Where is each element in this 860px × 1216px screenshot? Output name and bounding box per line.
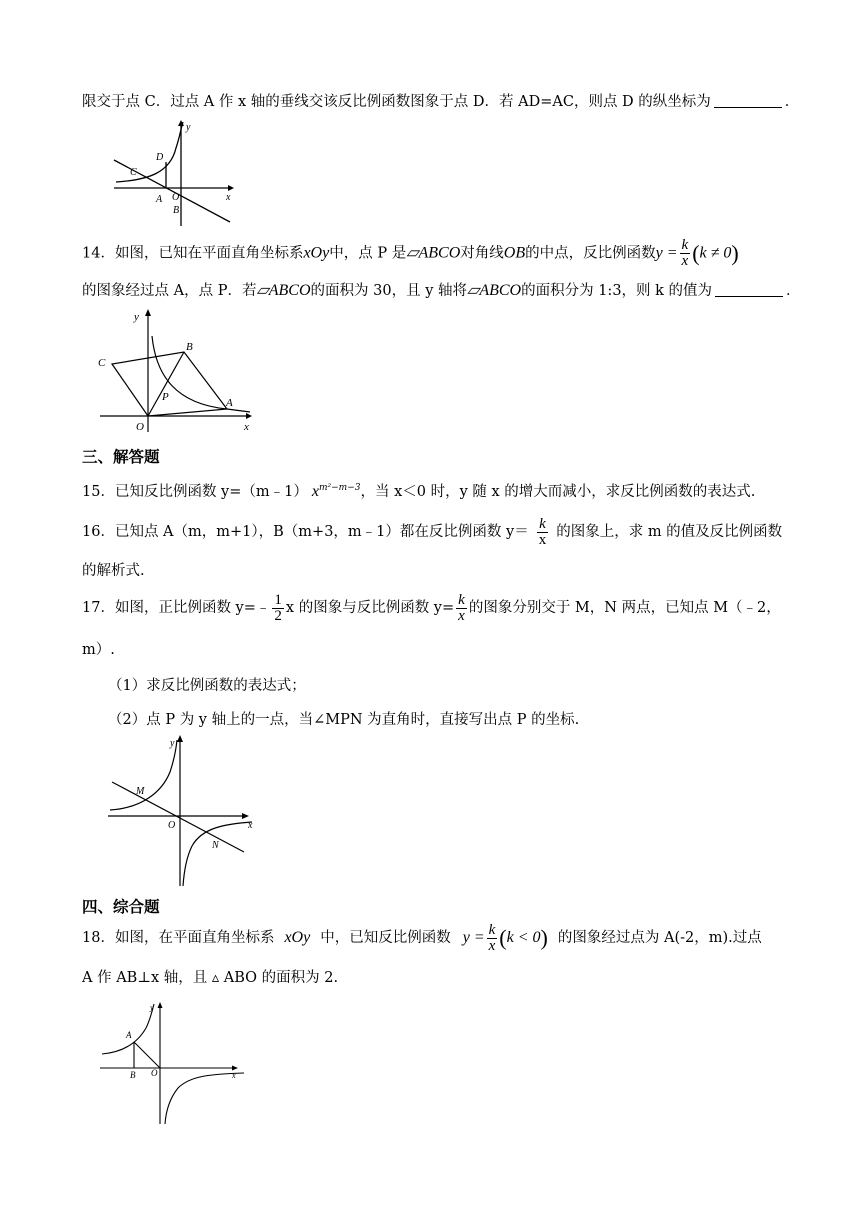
q14-label-p: P bbox=[162, 391, 169, 403]
q13-label-o: O bbox=[172, 192, 180, 203]
q18-line1: 18．如图，在平面直角坐标系 xOy 中，已知反比例函数 y = $\frac{k}{x}$ (k < 0) 的图象经过点为 A(-2，m).过点 bbox=[82, 921, 762, 954]
q18-label-y: y bbox=[150, 1003, 154, 1012]
section-heading-3: 三、解答题 bbox=[82, 448, 160, 466]
q14-label-o: O bbox=[136, 421, 144, 433]
q17-fraction-kx: $\frac{k}{x}$ bbox=[458, 591, 465, 624]
q13-line1: 限交于点 C．过点 A 作 x 轴的垂线交该反比例函数图象于点 D．若 AD=AC，则点 D 的纵坐标为 ． bbox=[82, 94, 800, 110]
q17-label-x: x bbox=[248, 820, 253, 831]
answer-blank[interactable] bbox=[714, 93, 782, 108]
q14-label-a: A bbox=[226, 397, 233, 409]
q14-label-b: B bbox=[186, 341, 193, 353]
q17-label-n: N bbox=[212, 840, 219, 851]
q16-line1: 16．已知点 A（m，m+1），B（m+3，m﹣1）都在反比例函数 y＝ $\frac{k}{x}$ 的图象上，求 m 的值及反比例函数 bbox=[82, 515, 783, 548]
q14-line1: 14．如图，已知在平面直角坐标系xOy中，点 P 是▱ABCO对角线OB的中点，反比例函数y = $\frac{k}{x}$ (k ≠ 0) bbox=[82, 237, 739, 269]
q17-figure bbox=[106, 732, 256, 888]
q17-fraction-half: $\frac{1}{2}$ bbox=[274, 591, 282, 624]
q17-label-y: y bbox=[170, 738, 175, 749]
q14-line2: 的图象经过点 A，点 P．若▱ABCO的面积为 30，且 y 轴将▱ABCO的面积分为 1:3，则 k 的值为 ． bbox=[82, 282, 801, 299]
q13-label-x: x bbox=[226, 192, 231, 203]
q13-label-c: C bbox=[130, 167, 137, 178]
q18-label-x: x bbox=[232, 1071, 236, 1080]
q16-fraction: $\frac{k}{x}$ bbox=[538, 515, 547, 548]
q14-label-x: x bbox=[244, 421, 249, 433]
q14-figure bbox=[90, 306, 260, 436]
q18-label-o: O bbox=[151, 1068, 158, 1078]
q17-line2: m）. bbox=[82, 642, 115, 658]
q17-sub1: （1）求反比例函数的表达式； bbox=[108, 678, 306, 694]
q17-label-m: M bbox=[136, 786, 145, 797]
q14-label-y: y bbox=[134, 311, 139, 323]
q14-label-c: C bbox=[98, 357, 106, 369]
q13-label-a: A bbox=[156, 194, 163, 205]
q17-line1: 17．如图，正比例函数 y=﹣ $\frac{1}{2}$ x 的图象与反比例函数 y= $\frac{k}{x}$ 的图象分别交于 M，N 两点，已知点 M（﹣2， bbox=[82, 591, 781, 624]
q18-fraction: $\frac{k}{x}$ bbox=[488, 921, 496, 954]
section-heading-4: 四、综合题 bbox=[82, 898, 160, 916]
q18-label-b: B bbox=[130, 1070, 136, 1080]
q13-label-y: y bbox=[186, 122, 191, 133]
q17-sub2: （2）点 P 为 y 轴上的一点，当∠MPN 为直角时，直接写出点 P 的坐标. bbox=[108, 712, 580, 728]
q18-line2: A 作 AB⊥x 轴，且 ▵ ABO 的面积为 2. bbox=[82, 970, 339, 986]
answer-blank[interactable] bbox=[715, 282, 783, 297]
q13-figure bbox=[108, 118, 238, 228]
q16-line2: 的解析式. bbox=[82, 563, 145, 579]
q17-label-o: O bbox=[168, 820, 176, 831]
q18-label-a: A bbox=[126, 1030, 132, 1040]
q13-label-d: D bbox=[156, 152, 164, 163]
q18-figure bbox=[98, 1000, 248, 1126]
q14-fraction: $\frac{k}{x}$ bbox=[681, 237, 689, 269]
q15-line: 15．已知反比例函数 y=（m﹣1） $x^{m^2-m-3}$，当 x＜0 时，y 随 x 的增大而减小，求反比例函数的表达式. bbox=[82, 482, 756, 500]
q13-label-b: B bbox=[173, 205, 180, 216]
